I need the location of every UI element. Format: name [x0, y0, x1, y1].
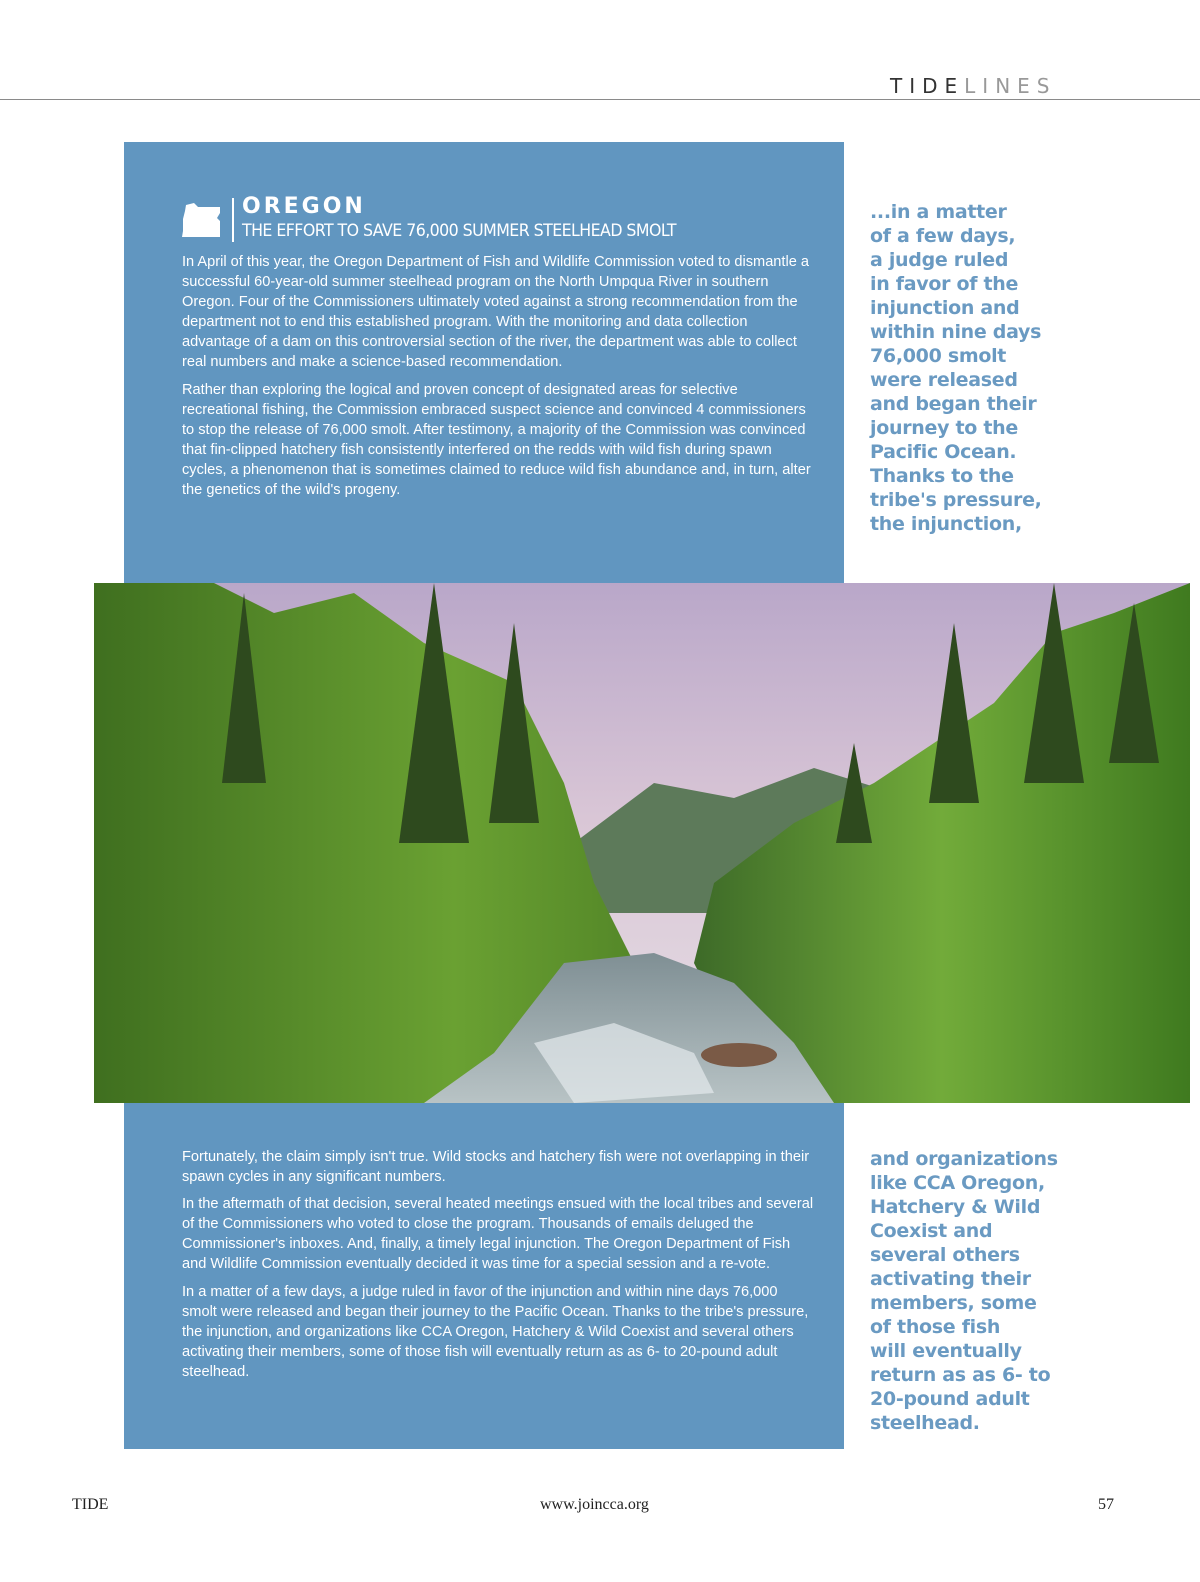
pull-quote-line: 76,000 smolt — [870, 345, 1007, 367]
article-body-top — [182, 252, 814, 507]
section-label-dark: TIDE — [890, 74, 965, 98]
paragraph: In April of this year, the Oregon Department of Fish and Wildlife Commission voted to dismantle a successful 60-year-old summer steelhead program on the North Umpqua River in southern Oregon. Four of the Commissioners ultimately voted against a strong recommendation from the department not to end this established program. With the monitoring and data collection advantage of a dam on this controversial section of the river, the department was able to collect real numbers and make a science-based recommendation. — [182, 254, 810, 371]
pull-quote-top — [870, 200, 1090, 536]
pull-quote-line: return as as 6- to — [870, 1364, 1051, 1386]
footer-magazine-name: TIDE — [72, 1496, 109, 1513]
pull-quote-line: Thanks to the — [870, 465, 1014, 487]
pull-quote-line: of a few days, — [870, 225, 1016, 247]
pull-quote-line: in favor of the — [870, 273, 1019, 295]
article-body-bottom — [182, 1147, 814, 1389]
pull-quote-line: and organizations — [870, 1148, 1058, 1170]
pull-quote-line: like CCA Oregon, — [870, 1172, 1045, 1194]
pull-quote-line: ...in a matter — [870, 201, 1007, 223]
section-label — [890, 74, 1057, 98]
river-forest-photo — [94, 583, 1190, 1103]
paragraph: In a matter of a few days, a judge ruled in favor of the injunction and within nine days 76,000 smolt were released and began their journey to the Pacific Ocean. Thanks to the tribe's pressure, the injunction, and organizations like CCA Oregon, Hatchery & Wild Coexist and several others activating their members, some of those fish will eventually return as as 6- to 20-pound adult steelhead. — [182, 1283, 809, 1380]
pull-quote-line: 20-pound adult — [870, 1388, 1030, 1410]
page-number: 57 — [1098, 1496, 1114, 1513]
paragraph: Fortunately, the claim simply isn't true. Wild stocks and hatchery fish were not overlapping in their spawn cycles in any significant numbers. — [182, 1149, 810, 1186]
pull-quote-line: will eventually — [870, 1340, 1022, 1362]
pull-quote-line: Hatchery & Wild — [870, 1196, 1041, 1218]
article-subtitle: THE EFFORT TO SAVE 76,000 SUMMER STEELHEAD SMOLT — [242, 221, 677, 241]
pull-quote-line: tribe's pressure, — [870, 489, 1042, 511]
footer-url[interactable]: www.joincca.org — [540, 1496, 649, 1513]
pull-quote-line: journey to the — [870, 417, 1018, 439]
title-divider — [232, 198, 234, 242]
state-title: OREGON — [242, 194, 366, 219]
pull-quote-line: Coexist and — [870, 1220, 993, 1242]
paragraph: Rather than exploring the logical and proven concept of designated areas for selective recreational fishing, the Commission embraced suspect science and convinced 4 commissioners to stop the release of 76,000 smolt. After testimony, a majority of the Commission was convinced that fin-clipped hatchery fish consistently interfered on the redds with wild fish during spawn cycles, a phenomenon that is sometimes claimed to reduce wild fish abundance and, in turn, alter the genetics of the wild's progeny. — [182, 381, 811, 499]
pull-quote-line: members, some — [870, 1292, 1037, 1314]
pull-quote-line: and began their — [870, 393, 1037, 415]
pull-quote-line: of those fish — [870, 1316, 1001, 1338]
pull-quote-line: a judge ruled — [870, 249, 1009, 271]
oregon-state-icon — [182, 203, 222, 237]
pull-quote-line: activating their — [870, 1268, 1031, 1290]
pull-quote-bottom — [870, 1147, 1090, 1435]
paragraph: In the aftermath of that decision, several heated meetings ensued with the local tribes and several of the Commissioners who voted to close the program. Thousands of emails deluged the Commissioner's inboxes. And, finally, a timely legal injunction. The Oregon Department of Fish and Wildlife Commission eventually decided it was time for a special session and a re-vote. — [182, 1196, 814, 1273]
pull-quote-line: within nine days — [870, 321, 1042, 343]
pull-quote-line: Pacific Ocean. — [870, 441, 1017, 463]
pull-quote-line: the injunction, — [870, 513, 1022, 535]
section-label-light: LINES — [964, 74, 1057, 98]
pull-quote-line: steelhead. — [870, 1412, 980, 1434]
header-rule — [0, 99, 1200, 100]
pull-quote-line: were released — [870, 369, 1018, 391]
pull-quote-line: injunction and — [870, 297, 1020, 319]
pull-quote-line: several others — [870, 1244, 1020, 1266]
